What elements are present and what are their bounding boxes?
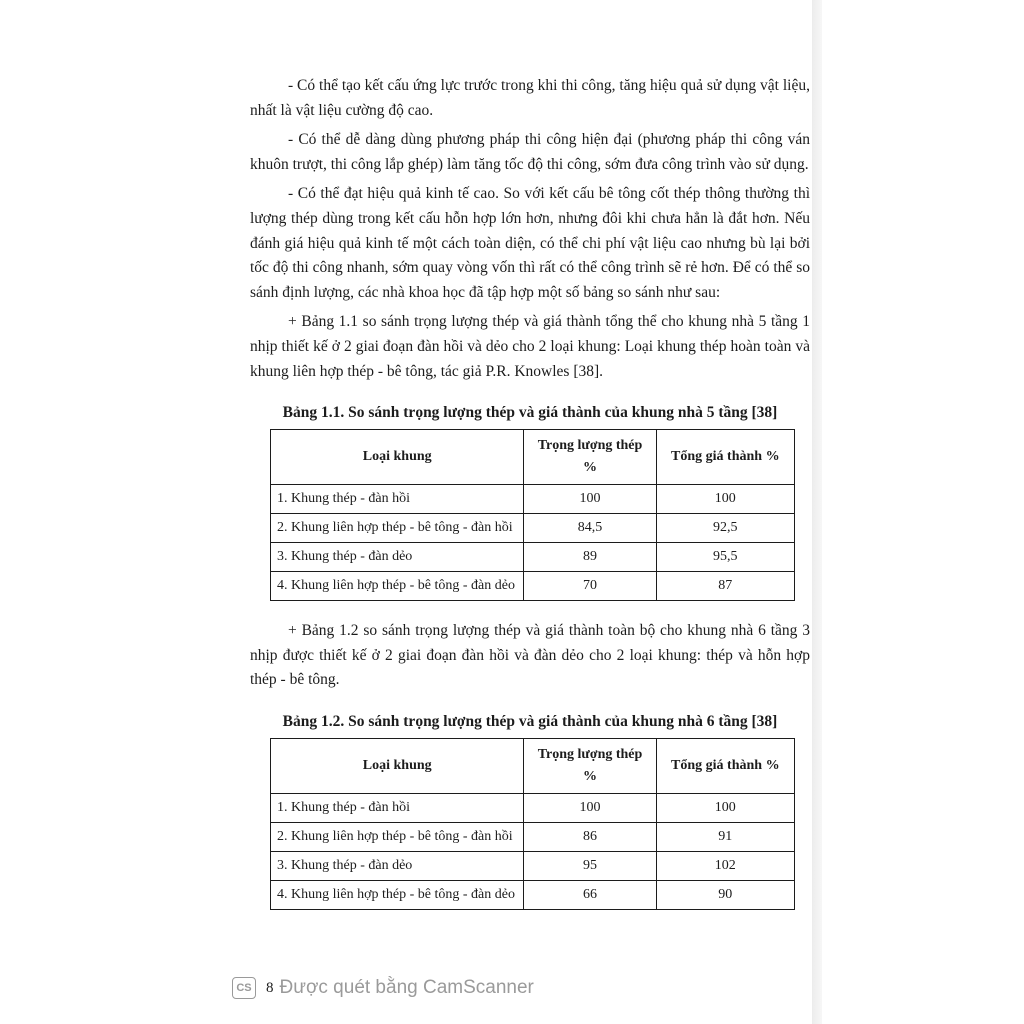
table1 bbox=[270, 429, 795, 601]
table-cell: 100 bbox=[656, 793, 794, 822]
table2-caption: Bảng 1.2. So sánh trọng lượng thép và giá thành của khung nhà 6 tầng [38] bbox=[282, 712, 778, 730]
table2 bbox=[270, 738, 795, 910]
camscanner-watermark bbox=[232, 977, 534, 999]
table-row bbox=[271, 543, 795, 572]
table-cell: 3. Khung thép - đàn dẻo bbox=[271, 543, 524, 572]
table-cell: 84,5 bbox=[524, 514, 656, 543]
paragraph-economic-efficiency: - Có thể đạt hiệu quả kinh tế cao. So với kết cấu bê tông cốt thép thông thường thì lượng thép dùng trong kết cấu hỗn hợp lớn hơn, nhưng đôi khi chưa hẳn là đắt hơn. Nếu đánh giá hiệu quả kinh tế một cách toàn diện, có thể chi phí vật liệu cao nhưng bù lại bởi tốc độ thi công nhanh, sớm quay vòng vốn thì rất có thể công trình sẽ rẻ hơn. Để có thể so sánh định lượng, các nhà khoa học đã tập hợp một số bảng so sánh như sau: bbox=[250, 185, 810, 301]
table-cell: 95 bbox=[524, 851, 656, 880]
table2-header-steel-weight: Trọng lượng thép % bbox=[524, 738, 656, 793]
table1-header-row bbox=[271, 430, 795, 485]
table-row bbox=[271, 880, 795, 909]
table-cell: 1. Khung thép - đàn hồi bbox=[271, 485, 524, 514]
table-cell: 100 bbox=[524, 485, 656, 514]
table-cell: 86 bbox=[524, 822, 656, 851]
table-cell: 66 bbox=[524, 880, 656, 909]
watermark-text: Được quét bằng CamScanner bbox=[279, 977, 534, 998]
table-cell: 2. Khung liên hợp thép - bê tông - đàn hồi bbox=[271, 514, 524, 543]
table2-header-row bbox=[271, 738, 795, 793]
page-number: 8 bbox=[266, 979, 274, 996]
table-cell: 100 bbox=[524, 793, 656, 822]
camscanner-logo-icon: CS bbox=[232, 977, 256, 999]
table-row bbox=[271, 572, 795, 601]
document-page bbox=[250, 74, 810, 910]
page-edge-shadow bbox=[812, 0, 822, 1024]
table-row bbox=[271, 514, 795, 543]
table-cell: 91 bbox=[656, 822, 794, 851]
table-cell: 89 bbox=[524, 543, 656, 572]
table1-header-total-cost: Tổng giá thành % bbox=[656, 430, 794, 485]
table-cell: 2. Khung liên hợp thép - bê tông - đàn hồi bbox=[271, 822, 524, 851]
table-cell: 102 bbox=[656, 851, 794, 880]
table-cell: 92,5 bbox=[656, 514, 794, 543]
paragraph-prestress: - Có thể tạo kết cấu ứng lực trước trong khi thi công, tăng hiệu quả sử dụng vật liệu, nhất là vật liệu cường độ cao. bbox=[250, 77, 810, 119]
table-row bbox=[271, 485, 795, 514]
table-cell: 70 bbox=[524, 572, 656, 601]
table-cell: 90 bbox=[656, 880, 794, 909]
table1-caption: Bảng 1.1. So sánh trọng lượng thép và giá thành của khung nhà 5 tầng [38] bbox=[282, 404, 778, 422]
paragraph-construction-method: - Có thể dễ dàng dùng phương pháp thi công hiện đại (phương pháp thi công ván khuôn trượt, thi công lắp ghép) làm tăng tốc độ thi công, sớm đưa công trình vào sử dụng. bbox=[250, 131, 810, 173]
table-cell: 100 bbox=[656, 485, 794, 514]
table-cell: 87 bbox=[656, 572, 794, 601]
table-row bbox=[271, 793, 795, 822]
table2-header-total-cost: Tổng giá thành % bbox=[656, 738, 794, 793]
paragraph-table1-intro: + Bảng 1.1 so sánh trọng lượng thép và giá thành tổng thể cho khung nhà 5 tầng 1 nhịp thiết kế ở 2 giai đoạn đàn hồi và dẻo cho 2 loại khung: Loại khung thép hoàn toàn và khung liên hợp thép - bê tông, tác giả P.R. Knowles [38]. bbox=[250, 313, 810, 380]
table1-header-frame-type: Loại khung bbox=[271, 430, 524, 485]
table2-header-frame-type: Loại khung bbox=[271, 738, 524, 793]
table-cell: 1. Khung thép - đàn hồi bbox=[271, 793, 524, 822]
table-cell: 95,5 bbox=[656, 543, 794, 572]
paragraph-table2-intro: + Bảng 1.2 so sánh trọng lượng thép và giá thành toàn bộ cho khung nhà 6 tầng 3 nhịp được thiết kế ở 2 giai đoạn đàn hồi và đàn dẻo cho 2 loại khung: thép và hỗn hợp thép - bê tông. bbox=[250, 622, 810, 689]
table-row bbox=[271, 822, 795, 851]
table1-header-steel-weight: Trọng lượng thép % bbox=[524, 430, 656, 485]
table-cell: 4. Khung liên hợp thép - bê tông - đàn dẻo bbox=[271, 572, 524, 601]
table-cell: 3. Khung thép - đàn dẻo bbox=[271, 851, 524, 880]
table-cell: 4. Khung liên hợp thép - bê tông - đàn dẻo bbox=[271, 880, 524, 909]
table-row bbox=[271, 851, 795, 880]
